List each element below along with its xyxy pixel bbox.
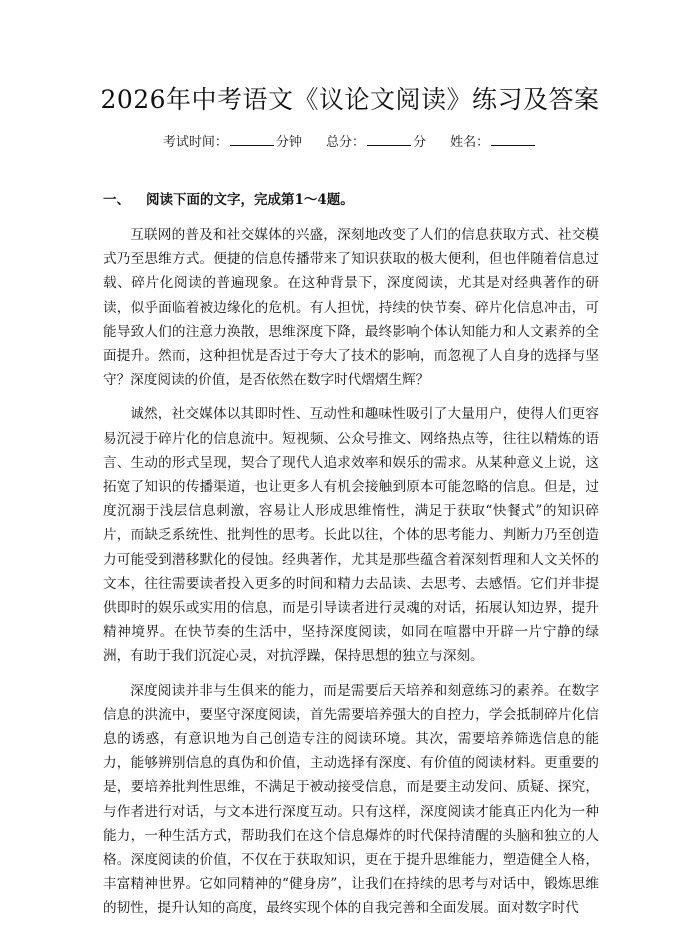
exam-time-field <box>163 135 306 150</box>
student-name-blank <box>491 133 535 146</box>
exam-time-label: 考试时间： <box>162 135 228 150</box>
section-heading <box>103 191 354 209</box>
page-title: 2026年中考语文《议论文阅读》练习及答案 <box>100 85 600 114</box>
student-name-field <box>450 135 537 150</box>
section-number: 一、 <box>103 192 130 208</box>
passage-paragraph: 互联网的普及和社交媒体的兴盛，深刻地改变了人们的信息获取方式、社交模式乃至思维方式。便捷的信息传播带来了知识获取的极大便利，但也伴随着信息过载、碎片化阅读的普遍现象。在这种背景下，深度阅读，尤其是对经典著作的研读，似乎面临着被边缘化的危机。有人担忧，持续的快节奏、碎片化信息冲击，可能导致人们的注意力涣散，思维深度下降，最终影响个体认知能力和人文素养的全面提升。然而，这种担忧是否过于夸大了技术的影响，而忽视了人自身的选择与坚守？深度阅读的价值，是否依然在数字时代熠熠生辉？ <box>103 227 599 389</box>
total-score-blank <box>367 133 411 146</box>
total-score-label: 总分： <box>325 135 365 150</box>
passage-paragraph: 诚然，社交媒体以其即时性、互动性和趣味性吸引了大量用户，使得人们更容易沉浸于碎片化的信息流中。短视频、公众号推文、网络热点等，往往以精炼的语言、生动的形式呈现，契合了现代人追求效率和娱乐的需求。从某种意义上说，这拓宽了知识的传播渠道，也让更多人有机会接触到原本可能忽略的信息。但是，过度沉溺于浅层信息刺激，容易让人形成思维惰性，满足于获取“快餐式”的知识碎片，而缺乏系统性、批判性的思考。长此以往，个体的思考能力、判断力乃至创造力可能受到潜移默化的侵蚀。经典著作，尤其是那些蕴含着深刻哲理和人文关怀的文本，往往需要读者投入更多的时间和精力去品读、去思考、去感悟。它们并非提供即时的娱乐或实用的信息，而是引导读者进行灵魂的对话，拓展认知边界，提升精神境界。在快节奏的生活中，坚持深度阅读，如同在喧嚣中开辟一片宁静的绿洲，有助于我们沉淀心灵，对抗浮躁，保持思想的独立与深刻。 <box>103 406 599 665</box>
exam-time-blank <box>230 133 274 146</box>
student-name-label: 姓名： <box>450 135 490 150</box>
passage-paragraph: 深度阅读并非与生俱来的能力，而是需要后天培养和刻意练习的素养。在数字信息的洪流中，要坚守深度阅读，首先需要培养强大的自控力，学会抵制碎片化信息的诱惑，有意识地为自己创造专注的阅读环境。其次，需要培养筛选信息的能力，能够辨别信息的真伪和价值，主动选择有深度、有价值的阅读材料。更重要的是，要培养批判性思维，不满足于被动接受信息，而是要主动发问、质疑、探究，与作者进行对话，与文本进行深度互动。只有这样，深度阅读才能真正内化为一种能力，一种生活方式，帮助我们在这个信息爆炸的时代保持清醒的头脑和独立的人格。深度阅读的价值，不仅在于获取知识，更在于提升思维能力，塑造健全人格，丰富精神世界。它如同精神的“健身房”，让我们在持续的思考与对话中，锻炼思维的韧性，提升认知的高度，最终实现个体的自我完善和全面发展。面对数字时代 <box>103 682 599 917</box>
section-instruction: 阅读下面的文字，完成第1～4题。 <box>146 192 354 208</box>
total-score-unit: 分 <box>413 135 427 150</box>
total-score-field <box>326 135 430 150</box>
reading-passage <box>103 223 599 931</box>
exam-time-unit: 分钟 <box>275 135 302 150</box>
exam-info-line <box>0 133 700 152</box>
